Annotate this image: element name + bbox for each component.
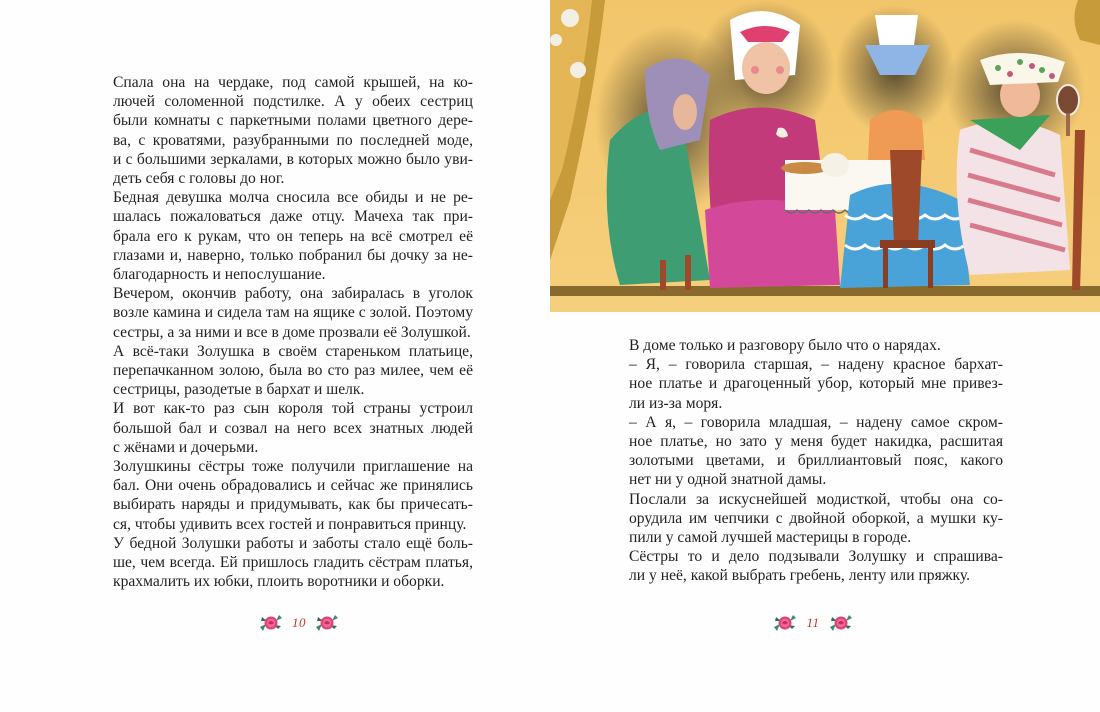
- text-line: Послали за искуснейшей модисткой, чтобы она со-: [629, 490, 1003, 508]
- paragraph: [97, 342, 473, 400]
- text-line: ное платье и драгоценный убор, который мне привез-: [629, 375, 1003, 393]
- paragraph: [97, 534, 473, 592]
- text-line: крахмалить их юбки, плоить воротники и оборки.: [113, 573, 445, 591]
- text-line: были комнаты с паркетными полами цветного дере-: [113, 112, 473, 130]
- paragraph: [97, 399, 473, 457]
- text-line: бал. Они очень обрадовались и сейчас же принялись: [113, 477, 473, 495]
- text-line: с жёнами и дочерьми.: [113, 438, 259, 456]
- rose-icon: [828, 612, 854, 634]
- paragraph: [613, 490, 1003, 548]
- text-line: ся, чтобы удивить всех гостей и понравиться принцу.: [113, 515, 467, 533]
- text-line: В доме только и разговору было что о нарядах.: [629, 337, 941, 354]
- text-line: шалась пожаловаться даже отцу. Мачеха так при-: [113, 208, 473, 226]
- paragraph: [613, 547, 1003, 585]
- text-line: золотыми цветами, и бриллиантовый пояс, какого: [629, 452, 1003, 470]
- page-number-ornament: [772, 610, 854, 636]
- text-line: лючей соломенной подстилке. А у обеих сестриц: [113, 93, 473, 111]
- text-line: Вечером, окончив работу, она забиралась в уголок: [113, 285, 473, 303]
- text-line: ное платье, но зато у меня будет накидка, расшитая: [629, 433, 1003, 451]
- paragraph: [97, 73, 473, 188]
- text-line: ли из-за моря.: [629, 394, 723, 412]
- text-line: возле камина и сидела там на ящике с золой. Поэтому: [113, 304, 473, 322]
- text-line: сестрицы, разодетые в бархат и шелк.: [113, 381, 365, 399]
- paragraph: [613, 413, 1003, 490]
- paragraph: [613, 336, 1003, 355]
- text-line: ва, с кроватями, разубранными по последней моде,: [113, 131, 473, 149]
- text-line: А всё-таки Золушка в своём стареньком платьице,: [113, 342, 473, 360]
- text-line: Спала она на чердаке, под самой крышей, на ко-: [113, 74, 473, 91]
- rose-icon: [258, 612, 284, 634]
- illustration-art: [550, 0, 1100, 312]
- text-line: – А я, – говорила младшая, – надену самое скром-: [629, 413, 1003, 431]
- text-line: деть себя с головы до ног.: [113, 170, 285, 188]
- paragraph: [97, 284, 473, 342]
- text-line: орудила им чепчики с двойной оборкой, а мушки ку-: [629, 509, 1003, 527]
- page-number-ornament: [258, 610, 340, 636]
- text-line: У бедной Золушки работы и заботы стало ещё боль-: [113, 534, 473, 552]
- rose-icon: [314, 612, 340, 634]
- page-number: 11: [806, 615, 820, 630]
- text-line: Сёстры то и дело подзывали Золушку и спрашива-: [629, 548, 1003, 566]
- left-page-text: [97, 73, 473, 591]
- text-line: нет ни у одной знатной дамы.: [629, 471, 827, 489]
- text-line: ли у неё, какой выбрать гребень, ленту или пряжку.: [629, 567, 971, 585]
- text-line: Золушкины сёстры тоже получили приглашение на: [113, 458, 473, 476]
- text-line: Бедная девушка молча сносила все обиды и не ре-: [113, 189, 473, 207]
- page-number: 10: [292, 615, 306, 630]
- paragraph: [613, 355, 1003, 413]
- rose-icon: [772, 612, 798, 634]
- paragraph: [97, 457, 473, 534]
- text-line: выбирать наряды и придумывать, как бы причесать-: [113, 496, 473, 514]
- text-line: большой бал и созвал на него всех знатных людей: [113, 419, 473, 437]
- text-line: глазами и, наверно, только побранил бы дочку за не-: [113, 246, 473, 264]
- right-page-text: [613, 336, 1003, 586]
- text-line: перепачканном золою, была во сто раз милее, чем её: [113, 362, 473, 380]
- text-line: И вот как-то раз сын короля той страны устроил: [113, 400, 473, 418]
- paragraph: [97, 188, 473, 284]
- text-line: пили у самой лучшей мастерицы в городе.: [629, 529, 912, 547]
- text-line: благодарность и непослушание.: [113, 266, 326, 284]
- tea-party-illustration: [550, 0, 1100, 312]
- text-line: сестры, а за ними и все в доме прозвали её Золушкой.: [113, 323, 471, 341]
- text-line: и с большими зеркалами, в которых можно было уви-: [113, 150, 473, 168]
- text-line: ше, чем всегда. Ей пришлось гладить сёстрам платья,: [113, 554, 473, 572]
- text-line: – Я, – говорила старшая, – надену красное бархат-: [629, 356, 1003, 374]
- text-line: брала его к рукам, что он теперь на всё смотрел её: [113, 227, 473, 245]
